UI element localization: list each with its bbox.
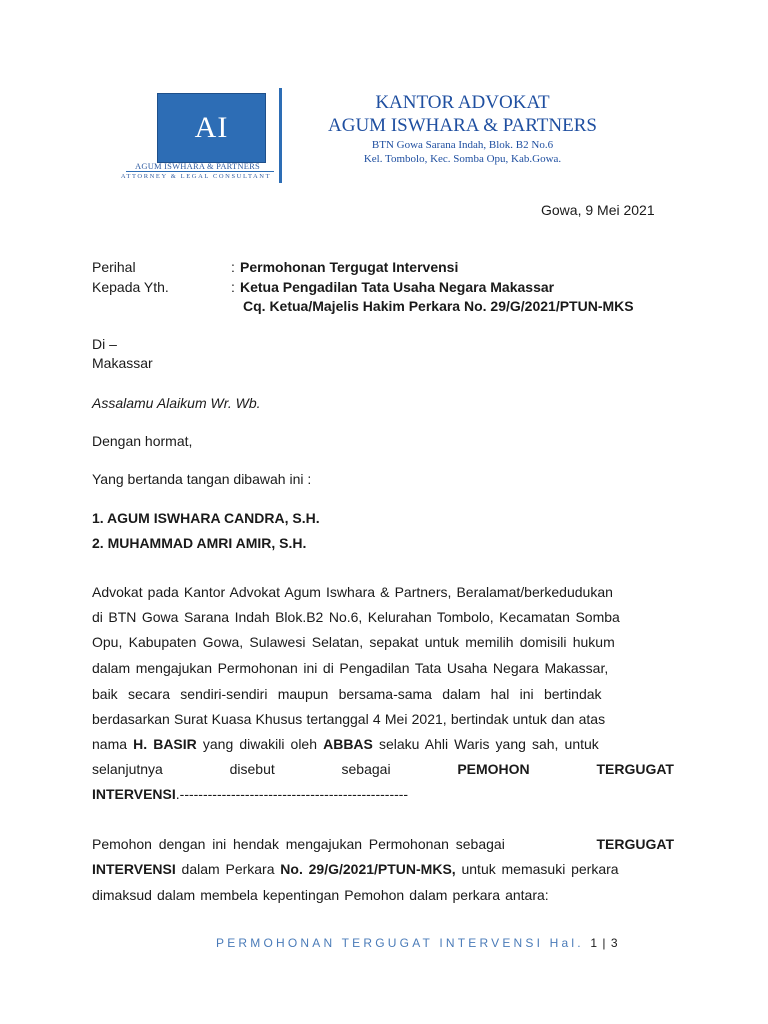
para1-line-8: selanjutnya disebut sebagai PEMOHON TERGUGAT [92,761,674,777]
letter-date: Gowa, 9 Mei 2021 [541,202,655,218]
firm-address-line-2: Kel. Tombolo, Kec. Somba Opu, Kab.Gowa. [363,153,562,165]
perihal-value: Permohonan Tergugat Intervensi [240,259,459,275]
page-footer [216,936,619,950]
para1-line-7: nama H. BASIR yang diwakili oleh ABBAS selaku Ahli Waris yang sah, untuk [92,736,599,752]
para1-line-1: Advokat pada Kantor Advokat Agum Iswhara & Partners, Beralamat/berkedudukan [92,584,613,600]
firm-address-line-1: BTN Gowa Sarana Indah, Blok. B2 No.6 [371,139,554,151]
firm-logo [157,93,266,163]
recipient-di: Di – [92,336,117,352]
footer-title: PERMOHONAN TERGUGAT INTERVENSI Hal. [216,936,584,950]
firm-title: KANTOR ADVOKAT [375,92,550,113]
letterhead-divider [279,88,282,183]
page-number: 1 | 3 [590,936,619,950]
para1-line-2: di BTN Gowa Sarana Indah Blok.B2 No.6, Kelurahan Tombolo, Kecamatan Somba [92,609,620,625]
signatory-2: 2. MUHAMMAD AMRI AMIR, S.H. [92,535,307,551]
intro-line: Yang bertanda tangan dibawah ini : [92,471,312,487]
para2-line-1: Pemohon dengan ini hendak mengajukan Permohonan sebagai TERGUGAT [92,836,674,852]
para1-line-4: dalam mengajukan Permohonan ini di Pengadilan Tata Usaha Negara Makassar, [92,660,609,676]
greeting: Assalamu Alaikum Wr. Wb. [92,395,261,411]
kepada-value: Ketua Pengadilan Tata Usaha Negara Makassar [240,279,555,295]
kepada-colon: : [231,279,235,295]
logo-mark: AI [194,111,229,144]
logo-tagline: ATTORNEY & LEGAL CONSULTANT [120,173,272,180]
salutation: Dengan hormat, [92,433,193,449]
signatory-1: 1. AGUM ISWHARA CANDRA, S.H. [92,510,320,526]
para1-line-6: berdasarkan Surat Kuasa Khusus tertanggal 4 Mei 2021, bertindak untuk dan atas [92,711,606,727]
para2-line-2: INTERVENSI dalam Perkara No. 29/G/2021/PTUN-MKS, untuk memasuki perkara [92,861,619,877]
logo-divider [126,171,274,172]
recipient-city: Makassar [92,355,153,371]
para1-line-9: INTERVENSI .------------------------------------------------- [92,786,409,802]
para1-line-3: Opu, Kabupaten Gowa, Sulawesi Selatan, sepakat untuk memilih domisili hukum [92,634,615,650]
perihal-colon: : [231,259,235,275]
logo-firm-name: AGUM ISWHARA & PARTNERS [135,161,260,171]
kepada-label: Kepada Yth. [92,279,169,295]
perihal-label: Perihal [92,259,136,275]
cq-line: Cq. Ketua/Majelis Hakim Perkara No. 29/G/2021/PTUN-MKS [243,298,634,314]
para2-line-3: dimaksud dalam membela kepentingan Pemohon dalam perkara antara: [92,887,549,903]
para1-line-5: baik secara sendiri-sendiri maupun bersama-sama dalam hal ini bertindak [92,686,602,702]
firm-name: AGUM ISWHARA & PARTNERS [328,115,597,136]
